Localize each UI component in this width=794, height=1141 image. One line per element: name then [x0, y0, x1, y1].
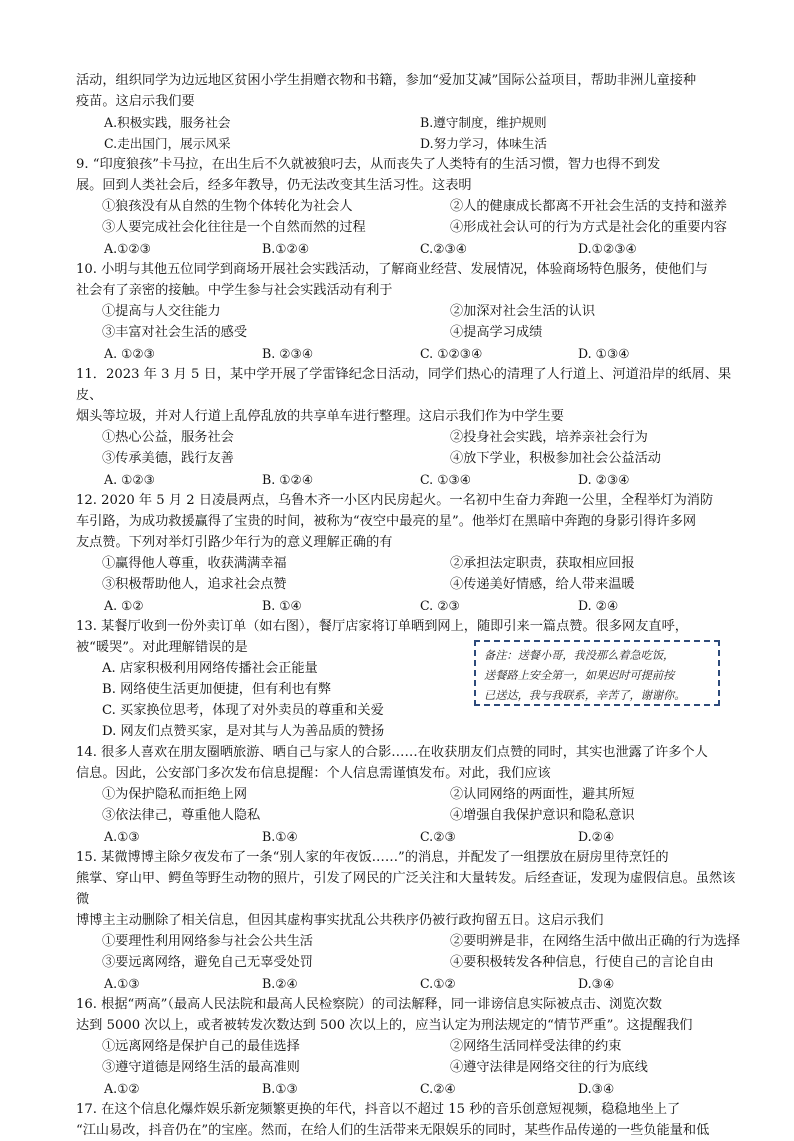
q15-stem-line-3: 博博主主动删除了相关信息，但因其虚构事实扰乱公共秩序仍被行政拘留五日。这启示我们 [76, 913, 604, 928]
q10-item-1: ①提高与人交往能力 [102, 304, 221, 319]
q12-item-3: ③积极帮助他人，追求社会点赞 [102, 577, 287, 592]
q12-item-2: ②承担法定职责，获取相应回报 [450, 556, 635, 571]
q8-option-c: C.走出国门，展示风采 [104, 136, 231, 151]
q11-item-1: ①热心公益，服务社会 [102, 430, 234, 445]
q9-option-c: C.②③④ [420, 241, 468, 256]
q15-stem-line-1: 15. 某微博博主除夕夜发布了一条“别人家的年夜饭……”的消息，并配发了一组摆放在厨房里待烹饪的 [76, 850, 669, 865]
q17-stem-line-1: 17. 在这个信息化爆炸娱乐新宠频繁更换的年代，抖音以不超过 15 秒的音乐创意短视频，稳稳地坐上了 [76, 1102, 681, 1117]
q10-items-row-1 [76, 301, 736, 322]
q16-option-c: C.②④ [420, 1081, 456, 1096]
q14-stem-line-1: 14. 很多人喜欢在朋友圈晒旅游、晒自己与家人的合影……在收获朋友们点赞的同时，其实也泄露了许多个人 [76, 745, 708, 760]
q11-item-3: ③传承美德，践行友善 [102, 451, 234, 466]
order-note-line-1: 备注：送餐小哥，我没那么着急吃饭， [484, 649, 675, 662]
q14-item-2: ②认同网络的两面性，避其所短 [450, 787, 635, 802]
q9-item-4: ④形成社会认可的行为方式是社会化的重要内容 [450, 220, 727, 235]
q16-stem-line-2: 达到 5000 次以上，或者被转发次数达到 500 次以上的，应当认定为刑法规定的“情节严重”。这提醒我们 [76, 1018, 693, 1033]
q13-stem-line-2: 被“暖哭”。对此理解错误的是 [76, 640, 248, 655]
q13-option-c: C. 买家换位思考，体现了对外卖员的尊重和关爱 [102, 703, 384, 718]
q16-items-row-1 [76, 1036, 736, 1057]
q10-item-2: ②加深对社会生活的认识 [450, 304, 596, 319]
q8-option-b: B.遵守制度，维护规则 [420, 115, 547, 130]
q10-stem-line-1: 10. 小明与其他五位同学到商场开展社会实践活动，了解商业经营、发展情况，体验商场特色服务，使他们与 [76, 262, 708, 277]
q9-item-2: ②人的健康成长都离不开社会生活的支持和滋养 [450, 199, 727, 214]
q9-options [76, 238, 736, 259]
order-note-box [474, 640, 720, 706]
q9-option-b: B.①②④ [262, 241, 310, 256]
q8-options-row-2 [76, 133, 736, 154]
q12-item-4: ④传递美好情感，给人带来温暖 [450, 577, 635, 592]
q15-option-d: D.③④ [578, 976, 615, 991]
q12-stem-line-2: 车引路，为成功救援赢得了宝贵的时间，被称为“夜空中最亮的星”。他举灯在黑暗中奔跑的身影引得许多网 [76, 514, 697, 529]
q8-stem-line-2: 疫苗。这启示我们要 [76, 94, 195, 109]
q16-item-4: ④遵守法律是网络交往的行为底线 [450, 1060, 648, 1075]
q9-option-a: A.①②③ [104, 241, 151, 256]
q16-option-a: A.①② [104, 1081, 140, 1096]
q11-stem-line-1: 11．2023 年 3 月 5 日，某中学开展了学雷锋纪念日活动，同学们热心的清理了人行道上、河道沿岸的纸屑、果皮、 [76, 367, 732, 403]
q9-stem-line-1: 9. “印度狼孩”卡马拉，在出生后不久就被狼叼去，从而丧失了人类特有的生活习惯，智力也得不到发 [76, 157, 661, 172]
q16-item-2: ②网络生活同样受法律的约束 [450, 1039, 622, 1054]
q10-item-3: ③丰富对社会生活的感受 [102, 325, 248, 340]
q11-options [76, 469, 736, 490]
q12-option-a: A. ①② [104, 598, 144, 613]
q9-stem-line-2: 展。回到人类社会后，经多年教导，仍无法改变其生活习性。这表明 [76, 178, 472, 193]
q10-items-row-2 [76, 322, 736, 343]
q16-item-3: ③遵守道德是网络生活的最高准则 [102, 1060, 300, 1075]
q15-option-c: C.①② [420, 976, 456, 991]
q8-option-d: D.努力学习，体味生活 [420, 136, 547, 151]
q16-option-b: B.①③ [262, 1081, 298, 1096]
q16-option-d: D.③④ [578, 1081, 615, 1096]
exam-page [76, 70, 741, 1141]
q13-block [76, 616, 736, 742]
q14-item-4: ④增强自我保护意识和隐私意识 [450, 808, 635, 823]
q13-stem-line-1: 13. 某餐厅收到一份外卖订单（如右图），餐厅店家将订单晒到网上，随即引来一篇点赞。很多网友直呼， [76, 619, 688, 634]
q11-option-a: A. ①②③ [104, 472, 155, 487]
q9-item-3: ③人要完成社会化往往是一个自然而然的过程 [102, 220, 366, 235]
q10-option-c: C. ①②③④ [420, 346, 483, 361]
q11-item-2: ②投身社会实践，培养亲社会行为 [450, 430, 648, 445]
q9-items-row-2 [76, 217, 736, 238]
q8-stem-line-1: 活动，组织同学为边远地区贫困小学生捐赠衣物和书籍，参加“爱加艾减”国际公益项目，帮助非洲儿童接种 [76, 73, 697, 88]
q10-item-4: ④提高学习成绩 [450, 325, 543, 340]
q16-items-row-2 [76, 1057, 736, 1078]
q13-option-a: A. 店家积极利用网络传播社会正能量 [102, 661, 318, 676]
q12-items-row-2 [76, 574, 736, 595]
q15-items-row-2 [76, 952, 736, 973]
q16-stem-line-1: 16. 根据“两高”（最高人民法院和最高人民检察院）的司法解释，同一诽谤信息实际被点击、浏览次数 [76, 997, 662, 1012]
q14-option-c: C.②③ [420, 829, 456, 844]
q10-stem-line-2: 社会有了亲密的接触。中学生参与社会实践活动有利于 [76, 283, 393, 298]
order-note-line-3: 已送达，我与我联系，辛苦了，谢谢你。 [484, 689, 686, 702]
q8-options-row-1 [76, 112, 736, 133]
q13-option-d: D. 网友们点赞买家，是对其与人为善品质的赞扬 [102, 724, 385, 739]
q15-options [76, 973, 736, 994]
q12-stem-line-1: 12. 2020 年 5 月 2 日凌晨两点，乌鲁木齐一小区内民房起火。一名初中生奋力奔跑一公里，全程举灯为消防 [76, 493, 714, 508]
q14-option-a: A.①③ [104, 829, 140, 844]
q10-options [76, 343, 736, 364]
q15-item-3: ③要远离网络，避免自己无辜受处罚 [102, 955, 313, 970]
q14-items-row-2 [76, 805, 736, 826]
q12-option-b: B. ①④ [262, 598, 302, 613]
q14-option-d: D.②④ [578, 829, 615, 844]
q15-option-b: B.②④ [262, 976, 298, 991]
q9-items-row-1 [76, 196, 736, 217]
q15-option-a: A.①③ [104, 976, 140, 991]
q11-option-d: D. ②③④ [578, 472, 630, 487]
q15-item-1: ①要理性利用网络参与社会公共生活 [102, 934, 313, 949]
q10-option-d: D. ①③④ [578, 346, 630, 361]
q14-item-3: ③依法律己，尊重他人隐私 [102, 808, 261, 823]
q14-items-row-1 [76, 784, 736, 805]
q9-option-d: D.①②③④ [578, 241, 637, 256]
q12-option-d: D. ②④ [578, 598, 619, 613]
q12-options [76, 595, 736, 616]
q14-stem-line-2: 信息。因此，公安部门多次发布信息提醒：个人信息需谨慎发布。对此，我们应该 [76, 766, 551, 781]
q12-items-row-1 [76, 553, 736, 574]
q11-item-4: ④放下学业，积极参加社会公益活动 [450, 451, 661, 466]
q14-option-b: B.①④ [262, 829, 298, 844]
q16-item-1: ①远离网络是保护自己的最佳选择 [102, 1039, 300, 1054]
q11-option-c: C. ①③④ [420, 472, 472, 487]
q8-option-a: A.积极实践，服务社会 [104, 115, 231, 130]
q15-item-4: ④要积极转发各种信息，行使自己的言论自由 [450, 955, 714, 970]
q15-stem-line-2: 熊掌、穿山甲、鳄鱼等野生动物的照片，引发了网民的广泛关注和大量转发。后经查证，发现为虚假信息。虽然该微 [76, 871, 736, 907]
q14-item-1: ①为保护隐私而拒绝上网 [102, 787, 248, 802]
q12-stem-line-3: 友点赞。下列对举灯引路少年行为的意义理解正确的有 [76, 535, 393, 550]
q12-option-c: C. ②③ [420, 598, 460, 613]
q11-option-b: B. ①②④ [262, 472, 314, 487]
q11-items-row-2 [76, 448, 736, 469]
q17-stem-line-2: “江山易改，抖音仍在”的宝座。然而，在给人们的生活带来无限娱乐的同时，某些作品传递的一些负能量和低 [76, 1123, 710, 1138]
q10-option-a: A. ①②③ [104, 346, 155, 361]
q14-options [76, 826, 736, 847]
q10-option-b: B. ②③④ [262, 346, 314, 361]
q16-options [76, 1078, 736, 1099]
q12-item-1: ①赢得他人尊重，收获满满幸福 [102, 556, 287, 571]
q11-stem-line-2: 烟头等垃圾，并对人行道上乱停乱放的共享单车进行整理。这启示我们作为中学生要 [76, 409, 564, 424]
order-note-line-2: 送餐路上安全第一，如果迟时可提前按 [484, 669, 675, 682]
q11-items-row-1 [76, 427, 736, 448]
q13-option-b: B. 网络使生活更加便捷，但有利也有弊 [102, 682, 332, 697]
q9-item-1: ①狼孩没有从自然的生物个体转化为社会人 [102, 199, 353, 214]
q15-item-2: ②要明辨是非，在网络生活中做出正确的行为选择 [450, 934, 741, 949]
q15-items-row-1 [76, 931, 741, 952]
